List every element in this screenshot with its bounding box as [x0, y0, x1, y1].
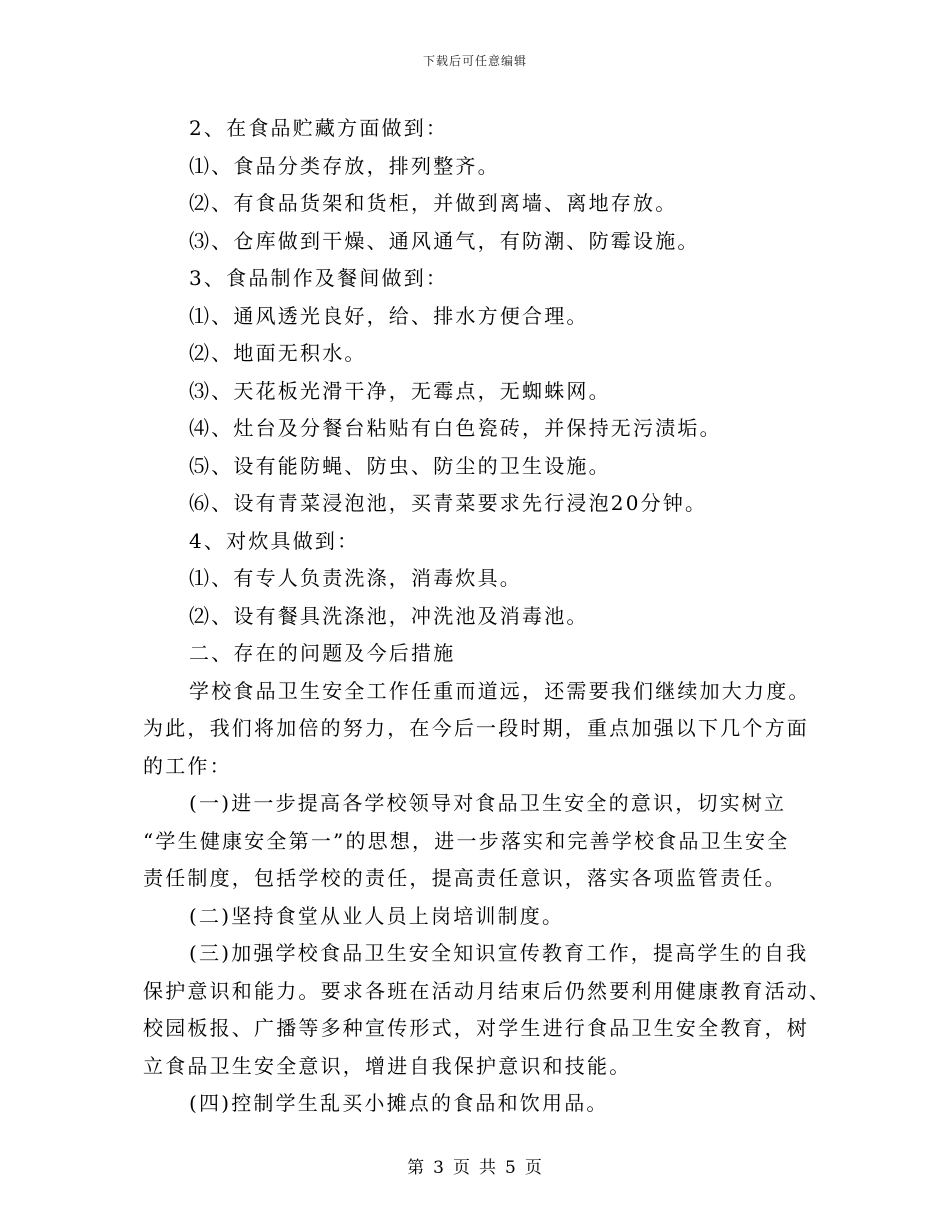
paragraph-line: ⑴、食品分类存放，排列整齐。 [189, 153, 500, 178]
footer-page-total: 5 [505, 1158, 517, 1178]
paragraph-line: ⑹、设有青菜浸泡池，买青菜要求先行浸泡20分钟。 [189, 491, 708, 515]
paragraph-line: 为此，我们将加倍的努力，在今后一段时期，重点加强以下几个方面 [143, 716, 809, 740]
paragraph-line: (一)进一步提高各学校领导对食品卫生安全的意识，切实树立 [189, 791, 787, 815]
footer-label-total: 共 [479, 1158, 497, 1178]
paragraph-line: (四)控制学生乱买小摊点的食品和饮用品。 [189, 1091, 609, 1115]
footer-label-unit: 页 [453, 1158, 471, 1178]
paragraph-line: ⑴、通风透光良好，给、排水方便合理。 [189, 303, 589, 328]
paragraph-line: ⑶、仓库做到干燥、通风通气，有防潮、防霉设施。 [189, 228, 700, 253]
paragraph-line: (二)坚持食堂从业人员上岗培训制度。 [189, 903, 565, 928]
document-body [143, 110, 832, 1123]
paragraph-line: 保护意识和能力。要求各班在活动月结束后仍然要利用健康教育活动、 [143, 978, 832, 1003]
paragraph-line: 立食品卫生安全意识，增进自我保护意识和技能。 [143, 1053, 632, 1078]
paragraph-line: 2、在食品贮藏方面做到： [189, 116, 449, 140]
paragraph-line: 校园板报、广播等多种宣传形式，对学生进行食品卫生安全教育，树 [143, 1016, 809, 1040]
paragraph-line: ⑵、地面无积水。 [189, 341, 367, 365]
footer-page-current: 3 [433, 1158, 445, 1178]
paragraph-line: ⑶、天花板光滑干净，无霉点，无蜘蛛网。 [189, 378, 611, 403]
page-header-note: 下载后可任意编辑 [422, 54, 527, 68]
paragraph-line: 二、存在的问题及今后措施 [189, 641, 456, 665]
paragraph-line: ⑵、设有餐具洗涤池，冲洗池及消毒池。 [189, 603, 589, 628]
paragraph-line: ⑷、灶台及分餐台粘贴有白色瓷砖，并保持无污渍垢。 [189, 416, 722, 440]
paragraph-line: ⑴、有专人负责洗涤，消毒炊具。 [189, 566, 522, 590]
paragraph-line: (三)加强学校食品卫生安全知识宣传教育工作，提高学生的自我 [189, 941, 809, 965]
paragraph-line: ⑸、设有能防蝇、防虫、防尘的卫生设施。 [189, 453, 611, 478]
paragraph-line: 3、食品制作及餐间做到： [189, 266, 449, 290]
paragraph-line: “学生健康安全第一”的思想，进一步落实和完善学校食品卫生安全 [143, 828, 790, 853]
paragraph-line: 学校食品卫生安全工作任重而道远，还需要我们继续加大力度。 [189, 678, 811, 703]
footer-label-page: 第 [407, 1158, 426, 1178]
paragraph-line: 的工作： [143, 753, 232, 778]
paragraph-line: 责任制度，包括学校的责任，提高责任意识，落实各项监管责任。 [143, 866, 787, 890]
paragraph-line: 4、对炊具做到： [189, 528, 360, 553]
page-footer [0, 1153, 950, 1178]
footer-label-unit2: 页 [524, 1158, 543, 1178]
paragraph-line: ⑵、有食品货架和货柜，并做到离墙、离地存放。 [189, 191, 678, 215]
